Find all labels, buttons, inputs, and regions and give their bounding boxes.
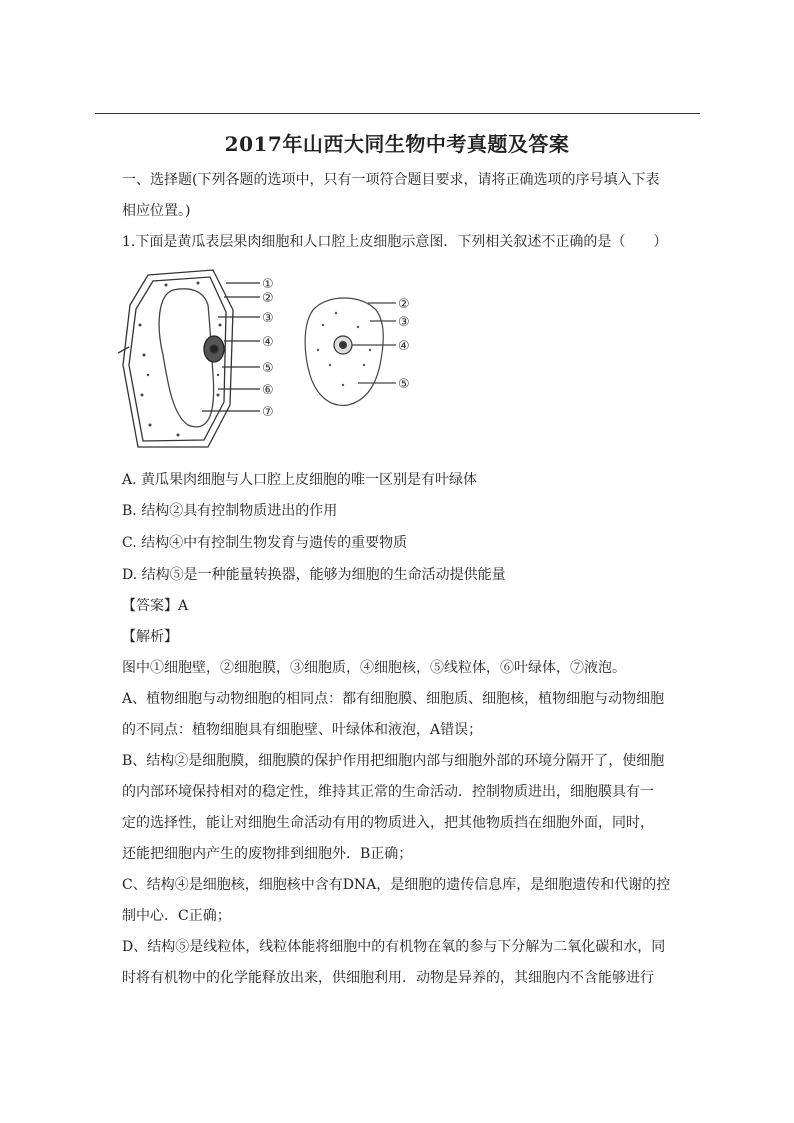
- svg-text:①: ①: [262, 277, 274, 292]
- analysis-label: 【解析】: [122, 629, 178, 645]
- option-c: C. 结构④中有控制生物发育与遗传的重要物质: [122, 535, 408, 551]
- section-heading-line2: 相应位置。): [122, 203, 191, 219]
- section-heading-line1: 一、选择题(下列各题的选项中，只有一项符合题目要求，请将正确选项的序号填入下表: [122, 172, 660, 188]
- analysis-para-3-line3: 定的选择性，能让对细胞生命活动有用的物质进入，把其他物质挡在细胞外面，同时，: [122, 815, 654, 831]
- plant-cell-figure: [118, 270, 260, 447]
- option-d: D. 结构⑤是一种能量转换器，能够为细胞的生命活动提供能量: [122, 567, 506, 583]
- plant-cell-labels: [262, 277, 274, 420]
- analysis-para-2-line1: A、植物细胞与动物细胞的相同点：都有细胞膜、细胞质、细胞核，植物细胞与动物细胞: [122, 691, 665, 707]
- analysis-para-3-line4: 还能把细胞内产生的废物排到细胞外．B正确；: [122, 846, 413, 862]
- svg-text:②: ②: [262, 291, 274, 306]
- header-rule: [95, 113, 700, 114]
- option-a: A. 黄瓜果肉细胞与人口腔上皮细胞的唯一区别是有叶绿体: [122, 472, 478, 488]
- analysis-para-3-line2: 的内部环境保持相对的稳定性，维持其正常的生命活动．控制物质进出，细胞膜具有一: [122, 784, 654, 800]
- svg-text:⑦: ⑦: [262, 405, 274, 420]
- analysis-para-3-line1: B、结构②是细胞膜，细胞膜的保护作用把细胞内部与细胞外部的环境分隔开了，使细胞: [122, 753, 665, 769]
- svg-text:④: ④: [398, 339, 410, 354]
- svg-text:③: ③: [262, 311, 274, 326]
- question-1: 1.下面是黄瓜表层果肉细胞和人口腔上皮细胞示意图．下列相关叙述不正确的是（ ）: [122, 234, 668, 250]
- option-b: B. 结构②具有控制物质进出的作用: [122, 503, 338, 519]
- analysis-para-5-line1: D、结构⑤是线粒体，线粒体能将细胞中的有机物在氧的参与下分解为二氧化碳和水，同: [122, 939, 666, 955]
- answer-label: 【答案】A: [122, 598, 189, 614]
- svg-text:②: ②: [398, 297, 410, 312]
- svg-text:⑥: ⑥: [262, 383, 274, 398]
- analysis-para-4-line1: C、结构④是细胞核，细胞核中含有DNA，是细胞的遗传信息库，是细胞遗传和代谢的控: [122, 877, 671, 893]
- animal-cell-labels: [398, 297, 410, 392]
- animal-cell-figure: [305, 298, 396, 405]
- analysis-para-5-line2: 时将有机物中的化学能释放出来，供细胞利用．动物是异养的，其细胞内不含能够进行: [122, 970, 654, 986]
- svg-text:④: ④: [262, 335, 274, 350]
- svg-text:③: ③: [398, 315, 410, 330]
- page-title: 2017年山西大同生物中考真题及答案: [224, 132, 570, 156]
- svg-text:⑤: ⑤: [398, 377, 410, 392]
- cell-diagram: [118, 265, 418, 455]
- analysis-para-1: 图中①细胞壁，②细胞膜，③细胞质，④细胞核，⑤线粒体，⑥叶绿体，⑦液泡。: [122, 660, 626, 676]
- analysis-para-2-line2: 的不同点：植物细胞具有细胞壁、叶绿体和液泡，A错误；: [122, 722, 483, 738]
- svg-text:⑤: ⑤: [262, 361, 274, 376]
- analysis-para-4-line2: 制中心．C正确；: [122, 908, 231, 924]
